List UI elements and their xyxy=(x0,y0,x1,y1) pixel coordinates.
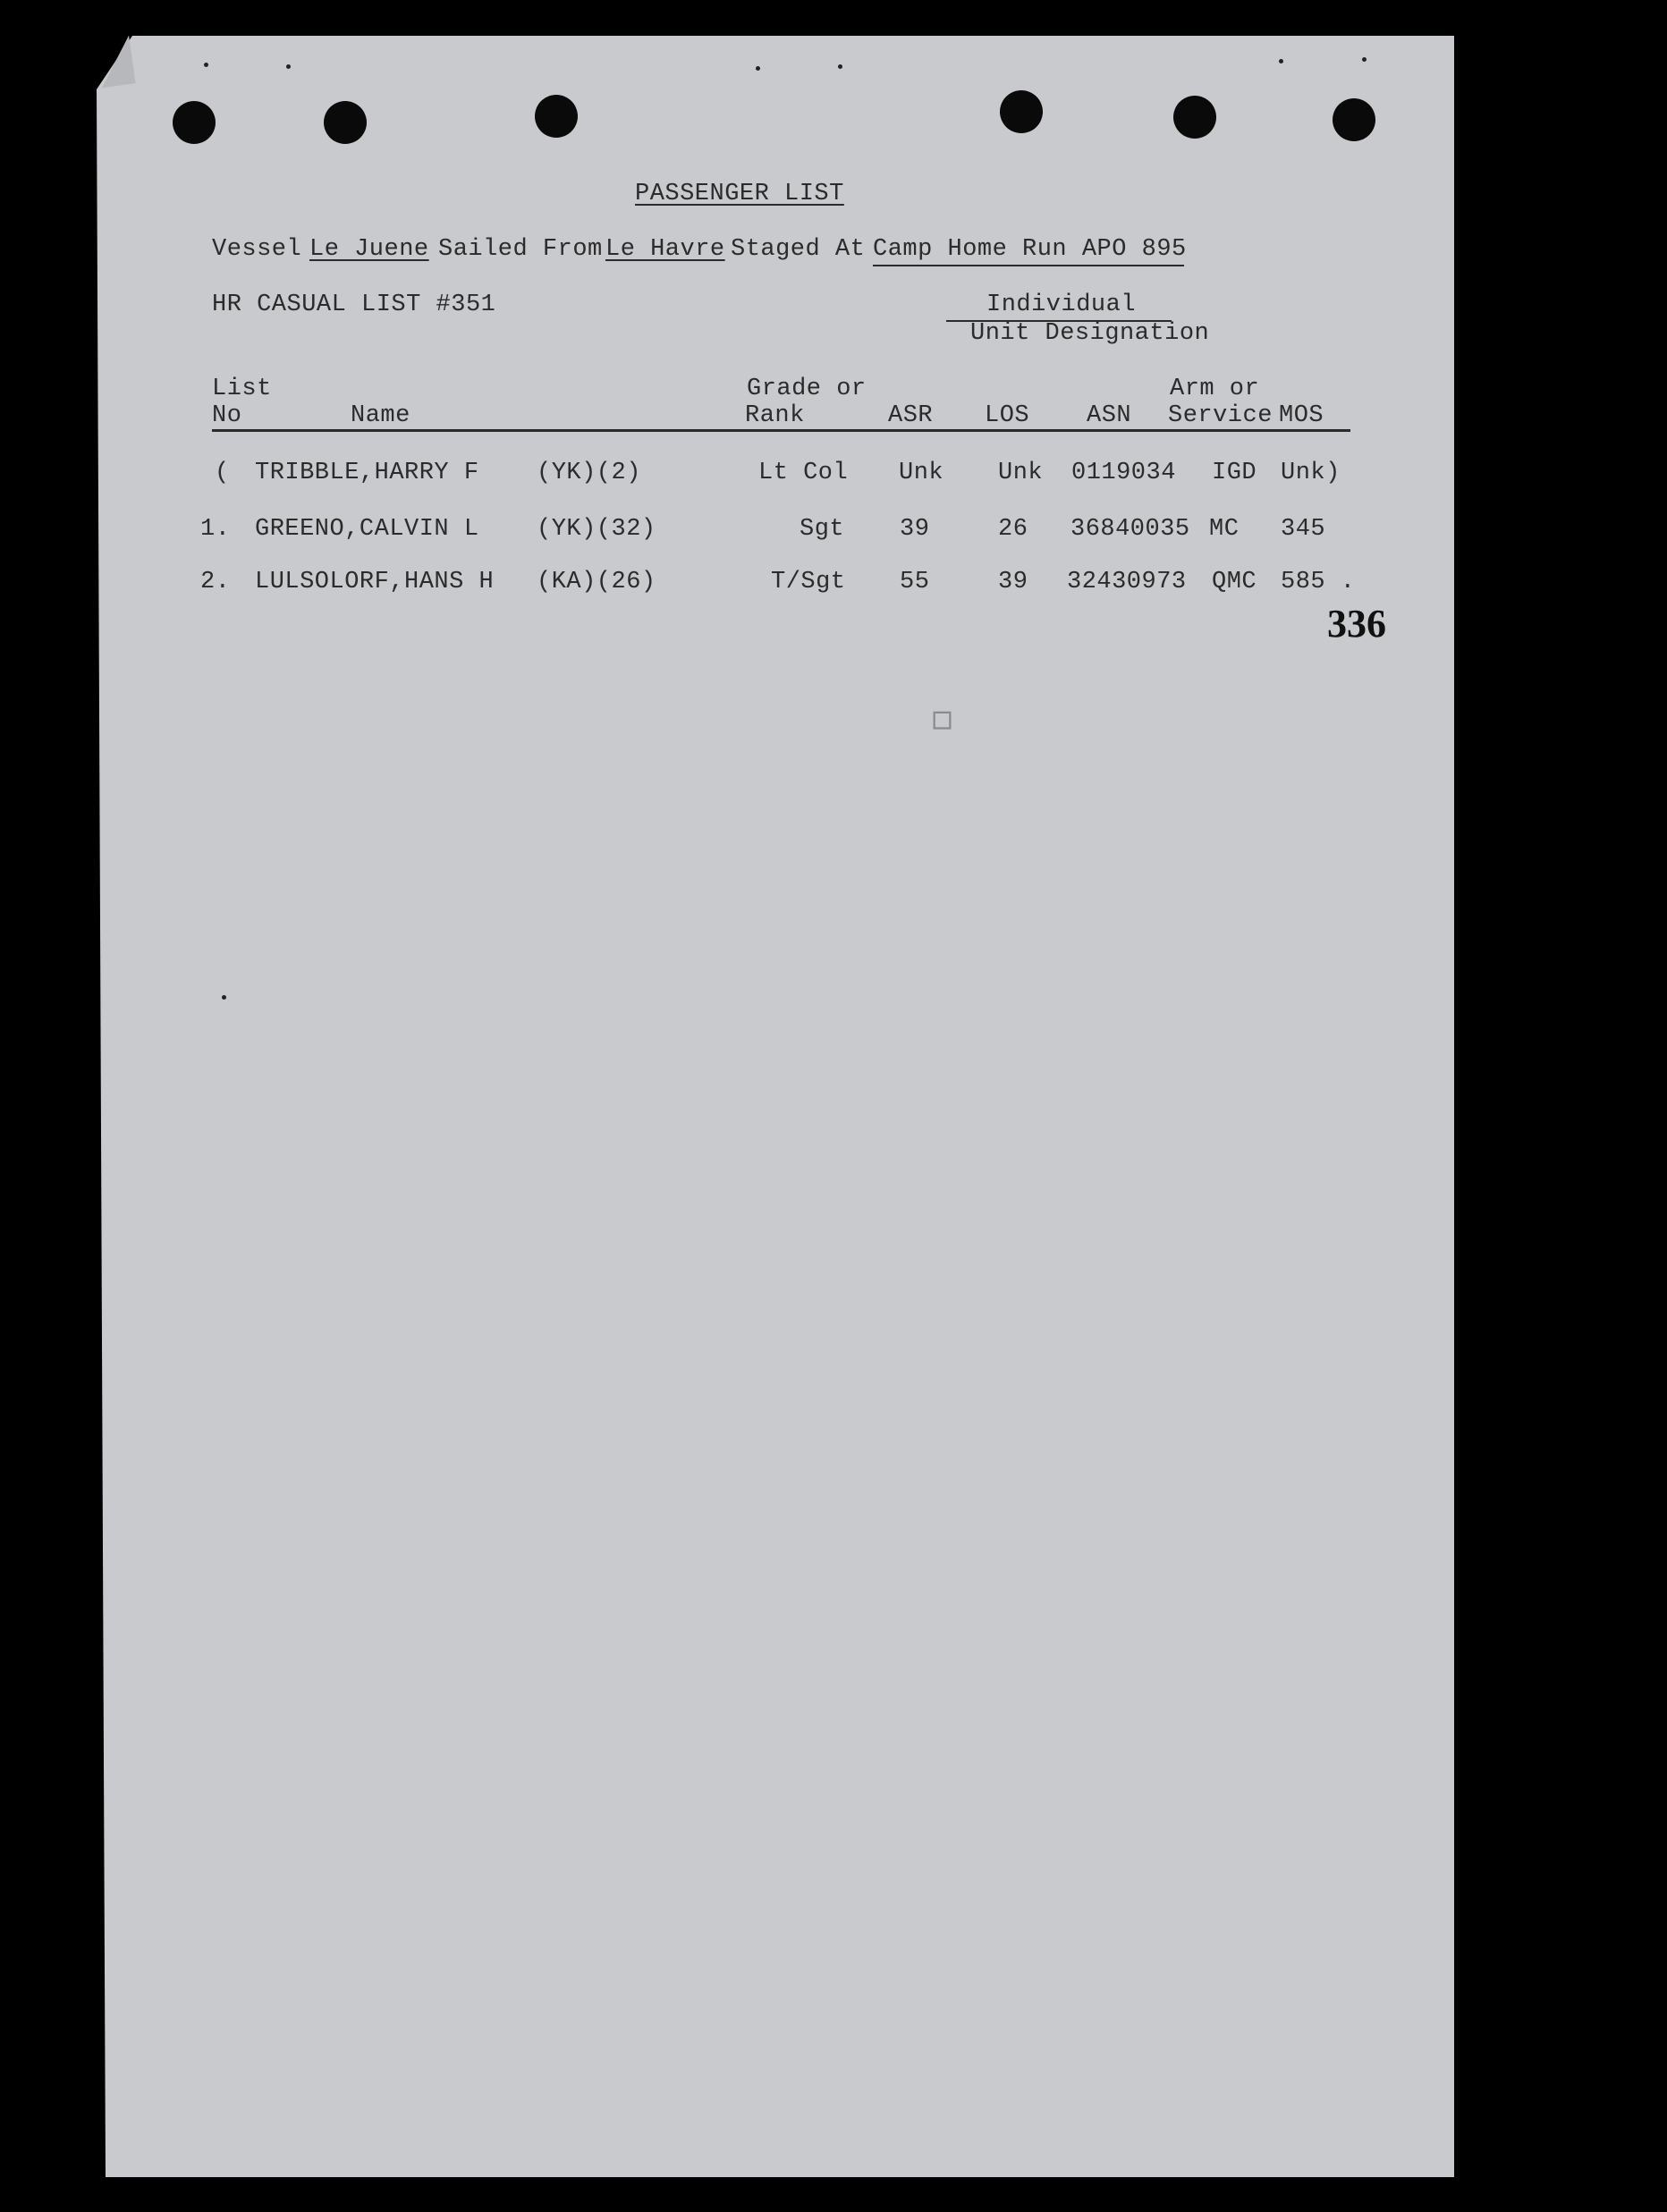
row-asn: 36840035 xyxy=(1070,516,1190,543)
header-los: LOS xyxy=(985,402,1030,429)
document-title: PASSENGER LIST xyxy=(635,181,844,207)
row-grade: Sgt xyxy=(800,516,845,543)
row-arm: QMC xyxy=(1212,569,1257,595)
header-name: Name xyxy=(351,402,410,429)
punch-hole xyxy=(1173,96,1216,139)
row-arm: MC xyxy=(1209,516,1240,543)
header-mos: MOS xyxy=(1279,402,1324,429)
row-code: (KA)(26) xyxy=(537,569,656,595)
row-asn: 0119034 xyxy=(1071,460,1176,486)
row-los: 26 xyxy=(998,516,1028,543)
vessel-label: Vessel xyxy=(212,236,302,263)
header-no: No xyxy=(212,402,242,429)
row-no: 2. xyxy=(200,569,231,595)
header-service: Service xyxy=(1168,402,1273,429)
row-no: ( xyxy=(215,460,230,486)
row-code: (YK)(2) xyxy=(537,460,641,486)
document-page xyxy=(97,36,1454,2177)
speck xyxy=(222,995,226,1000)
punch-hole xyxy=(173,101,216,144)
header-asr: ASR xyxy=(888,402,934,429)
speck xyxy=(1362,57,1367,62)
header-arm: Arm or xyxy=(1170,376,1260,402)
staged-at-underline xyxy=(873,265,1184,266)
row-los: 39 xyxy=(998,569,1028,595)
folded-corner xyxy=(95,36,135,89)
staged-at-value: Camp Home Run APO 895 xyxy=(873,236,1187,263)
row-asr: Unk xyxy=(899,460,944,486)
row-name: GREENO,CALVIN L xyxy=(255,516,479,543)
row-mos: 345 xyxy=(1281,516,1326,543)
unit-designation-label: Unit Designation xyxy=(970,320,1210,347)
row-los: Unk xyxy=(998,460,1044,486)
individual-label: Individual xyxy=(986,291,1137,318)
speck xyxy=(838,64,842,69)
header-rule xyxy=(212,429,1350,432)
row-asr: 39 xyxy=(900,516,930,543)
casual-list-number: HR CASUAL LIST #351 xyxy=(212,291,496,318)
vessel-name: Le Juene xyxy=(309,236,429,263)
speck xyxy=(286,64,291,69)
row-mos: Unk) xyxy=(1281,460,1341,486)
punch-hole xyxy=(535,95,578,138)
header-asn: ASN xyxy=(1087,402,1132,429)
faint-stamp-mark: ▫ xyxy=(930,697,955,739)
speck xyxy=(1279,59,1283,63)
punch-hole xyxy=(1000,90,1043,133)
row-asr: 55 xyxy=(900,569,930,595)
header-grade: Grade or xyxy=(747,376,867,402)
row-grade: T/Sgt xyxy=(771,569,846,595)
row-grade: Lt Col xyxy=(758,460,849,486)
row-arm: IGD xyxy=(1212,460,1257,486)
header-rank: Rank xyxy=(745,402,805,429)
sailed-from-value: Le Havre xyxy=(605,236,725,263)
row-code: (YK)(32) xyxy=(537,516,656,543)
page-number: 336 xyxy=(1327,602,1386,646)
punch-hole xyxy=(1333,98,1375,141)
row-name: LULSOLORF,HANS H xyxy=(255,569,495,595)
row-mos: 585 . xyxy=(1281,569,1356,595)
speck xyxy=(756,66,760,71)
header-list: List xyxy=(212,376,272,402)
row-no: 1. xyxy=(200,516,231,543)
sailed-from-label: Sailed From xyxy=(438,236,603,263)
row-asn: 32430973 xyxy=(1067,569,1187,595)
punch-hole xyxy=(324,101,367,144)
row-name: TRIBBLE,HARRY F xyxy=(255,460,479,486)
staged-at-label: Staged At xyxy=(731,236,866,263)
speck xyxy=(204,63,208,67)
